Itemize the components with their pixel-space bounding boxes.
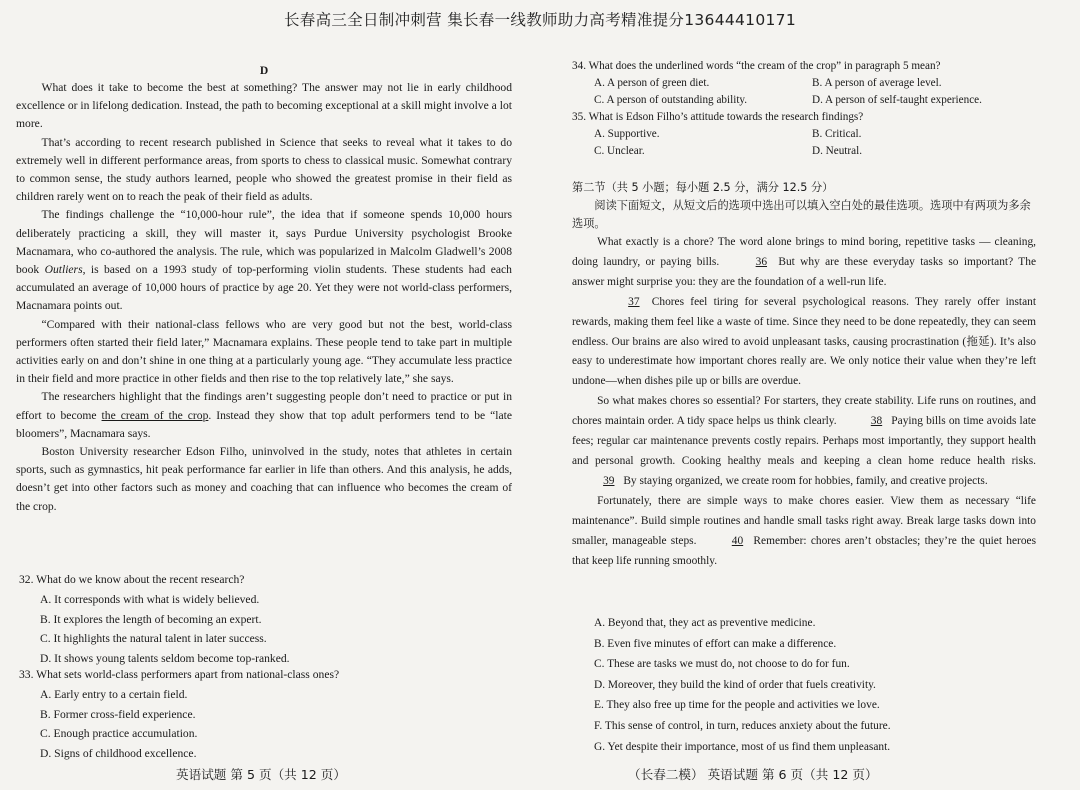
option: A. Beyond that, they act as preventive medicine.	[594, 617, 816, 629]
section-title: 第二节（共 5 小题；每小题 2.5 分，满分 12.5 分）	[572, 181, 834, 194]
question-stem: 32. What do we know about the recent research?	[19, 573, 245, 586]
section-2-header	[572, 179, 1036, 233]
passage-paragraph: What does it take to become the best at something? The answer may not lie in early childhood excellence or in lifelong dedication. Instead, the path to becoming exceptional at a skill might involve a lot more.	[16, 81, 512, 131]
text-run: Paying bills on time avoids late fees; regular car maintenance prevents costly repairs. Perhaps most importantly, they support health and personal growth. Cooking healthy meals and keeping a clean home reduce health risks.	[572, 415, 1036, 467]
option: B. Critical.	[812, 128, 862, 141]
option: A. A person of green diet.	[594, 77, 710, 90]
option: F. This sense of control, in turn, reduces anxiety about the future.	[594, 719, 891, 732]
text-run: Chores feel tiring for several psychological reasons. They rarely offer instant rewards, making them feel like a waste of time. Since they need to be done repeatedly, they can seem endless. Our brains are also wired to avoid unpleasant tasks, causing procrastination (拖延). It’s also easy to underestimate how important chores really are. We only notice their value when they’re left undone—when dishes pile up or bills are overdue.	[572, 295, 1036, 388]
text-run: What exactly is a chore? The word alone brings to mind boring, repetitive tasks — cleaning, doing laundry, or paying bills.	[572, 236, 1036, 268]
passage-paragraph: Boston University researcher Edson Filho, uninvolved in the study, notes that athletes in certain sports, such as gymnastics, hit peak performance far earlier in life than others. And this analysis, he adds, doesn’t get into other factors such as money and coaching that can influence who becomes the cream of the crop.	[16, 445, 512, 513]
option: E. They also free up time for the people and activities we love.	[594, 699, 880, 712]
text-run: So what makes chores so essential? For starters, they create stability. Life runs on routines, and chores maintain order. A tidy space helps us think clearly.	[572, 395, 1036, 428]
passage-paragraph: The findings challenge the “10,000-hour rule”, the idea that if someone spends 10,000 hours deliberately practicing a skill, they will master it, says Purdue University psychologist Brooke Macnamara, who co-authored the analysis. The rule, which was popularized in Malcolm Gladwell’s 2008 book Outliers, is based on a 1993 study of top-performing violin students. These students had each accumulated an average of 10,000 hours of practice by age 20. Yet they were not world-class performers, Macnamara points out.	[16, 208, 512, 313]
option: D. Neutral.	[812, 145, 863, 158]
left-page-footer: 英语试题 第 5 页（共 12 页）	[176, 767, 346, 782]
blank-39: 39	[603, 474, 615, 487]
option: D. It shows young talents seldom become top-ranked.	[40, 651, 290, 665]
cloze-passage	[572, 233, 1036, 571]
question-32	[16, 571, 512, 670]
passage-letter: D	[259, 64, 269, 77]
blank-37: 37	[628, 295, 640, 308]
passage-paragraph	[572, 392, 1036, 492]
underlined-phrase: the cream of the crop	[101, 408, 209, 422]
option: A. Supportive.	[594, 128, 660, 141]
section-instruction: 阅读下面短文，从短文后的选项中选出可以填入空白处的最佳选项。选项中有两项为多余选项。	[572, 199, 1031, 230]
option: C. Enough practice accumulation.	[40, 727, 198, 741]
passage-paragraph	[572, 293, 1036, 393]
passage-paragraph: That’s according to recent research published in Science that seeks to reveal what it takes to do extremely well in different performance areas, from sports to chess to classical music. Somewhat contrary to common sense, the study authors learned, people who showed the greatest promise in their field as children rarely went on to reach the peak of their field as adults.	[16, 135, 512, 204]
option: A. Early entry to a certain field.	[40, 688, 188, 702]
option: B. Former cross-field experience.	[40, 707, 196, 721]
right-page-footer: （长春二模） 英语试题 第 6 页（共 12 页）	[628, 767, 878, 782]
question-34	[572, 58, 1036, 110]
option: B. A person of average level.	[812, 77, 942, 90]
blank-38: 38	[870, 415, 883, 428]
option: B. It explores the length of becoming an expert.	[40, 612, 262, 626]
passage-paragraph	[572, 233, 1036, 293]
option: C. It highlights the natural talent in later success.	[40, 632, 267, 646]
option: B. Even five minutes of effort can make a difference.	[594, 637, 837, 650]
question-35	[572, 109, 1036, 161]
text-run: Remember: chores aren’t obstacles; they’re the quiet heroes that keep life running smoothly.	[572, 534, 1036, 567]
option: A. It corresponds with what is widely believed.	[40, 593, 260, 607]
text-run: Fortunately, there are simple ways to make chores easier. View them as necessary “life maintenance”. Build simple routines and handle small tasks right away. Break large tasks down into smaller, manageable steps.	[572, 494, 1036, 547]
option: G. Yet despite their importance, most of us find them unpleasant.	[594, 740, 891, 753]
option: C. These are tasks we must do, not choose to do for fun.	[594, 658, 850, 671]
question-stem: 33. What sets world-class performers apart from national-class ones?	[19, 668, 340, 681]
option: D. A person of self-taught experience.	[812, 94, 982, 107]
question-stem: 35. What is Edson Filho’s attitude towards the research findings?	[572, 111, 864, 123]
page-header: 长春高三全日制冲刺营 集长春一线教师助力高考精准提分13644410171	[283, 11, 796, 29]
question-33	[16, 666, 512, 765]
passage-paragraph	[572, 492, 1036, 572]
passage-paragraph: “Compared with their national-class fellows who are very good but not the best, world-class performers often started their field later,” Macnamara explains. These people tend to take part in multiple activities early on and don’t shine in one thing at a particularly young age. “They accumulate less practice in their field and more practice in other fields and then rise to the top relatively late,” she says.	[16, 317, 512, 386]
passage-paragraph	[16, 388, 512, 443]
blank-36: 36	[755, 255, 768, 268]
text-run: By staying organized, we create room for hobbies, family, and creative projects.	[620, 474, 988, 487]
reading-passage-d	[16, 79, 512, 516]
option: C. Unclear.	[594, 145, 645, 158]
question-stem: 34. What does the underlined words “the cream of the crop” in paragraph 5 mean?	[572, 60, 941, 72]
blank-40: 40	[731, 534, 744, 547]
text-run: . Instead they show that top adult performers tend to be “late bloomers”, Macnamara says.	[16, 408, 512, 440]
option: D. Moreover, they build the kind of order that fuels creativity.	[594, 678, 876, 691]
option: C. A person of outstanding ability.	[594, 94, 748, 107]
cloze-options	[594, 613, 1034, 757]
text-run: The researchers highlight that the findings aren’t suggesting people don’t need to practice or put in effort to become	[16, 390, 512, 422]
text-run: But why are these everyday tasks so important? The answer might surprise you: they are the foundation of a well-run life.	[572, 255, 1037, 288]
option: D. Signs of childhood excellence.	[40, 746, 197, 760]
